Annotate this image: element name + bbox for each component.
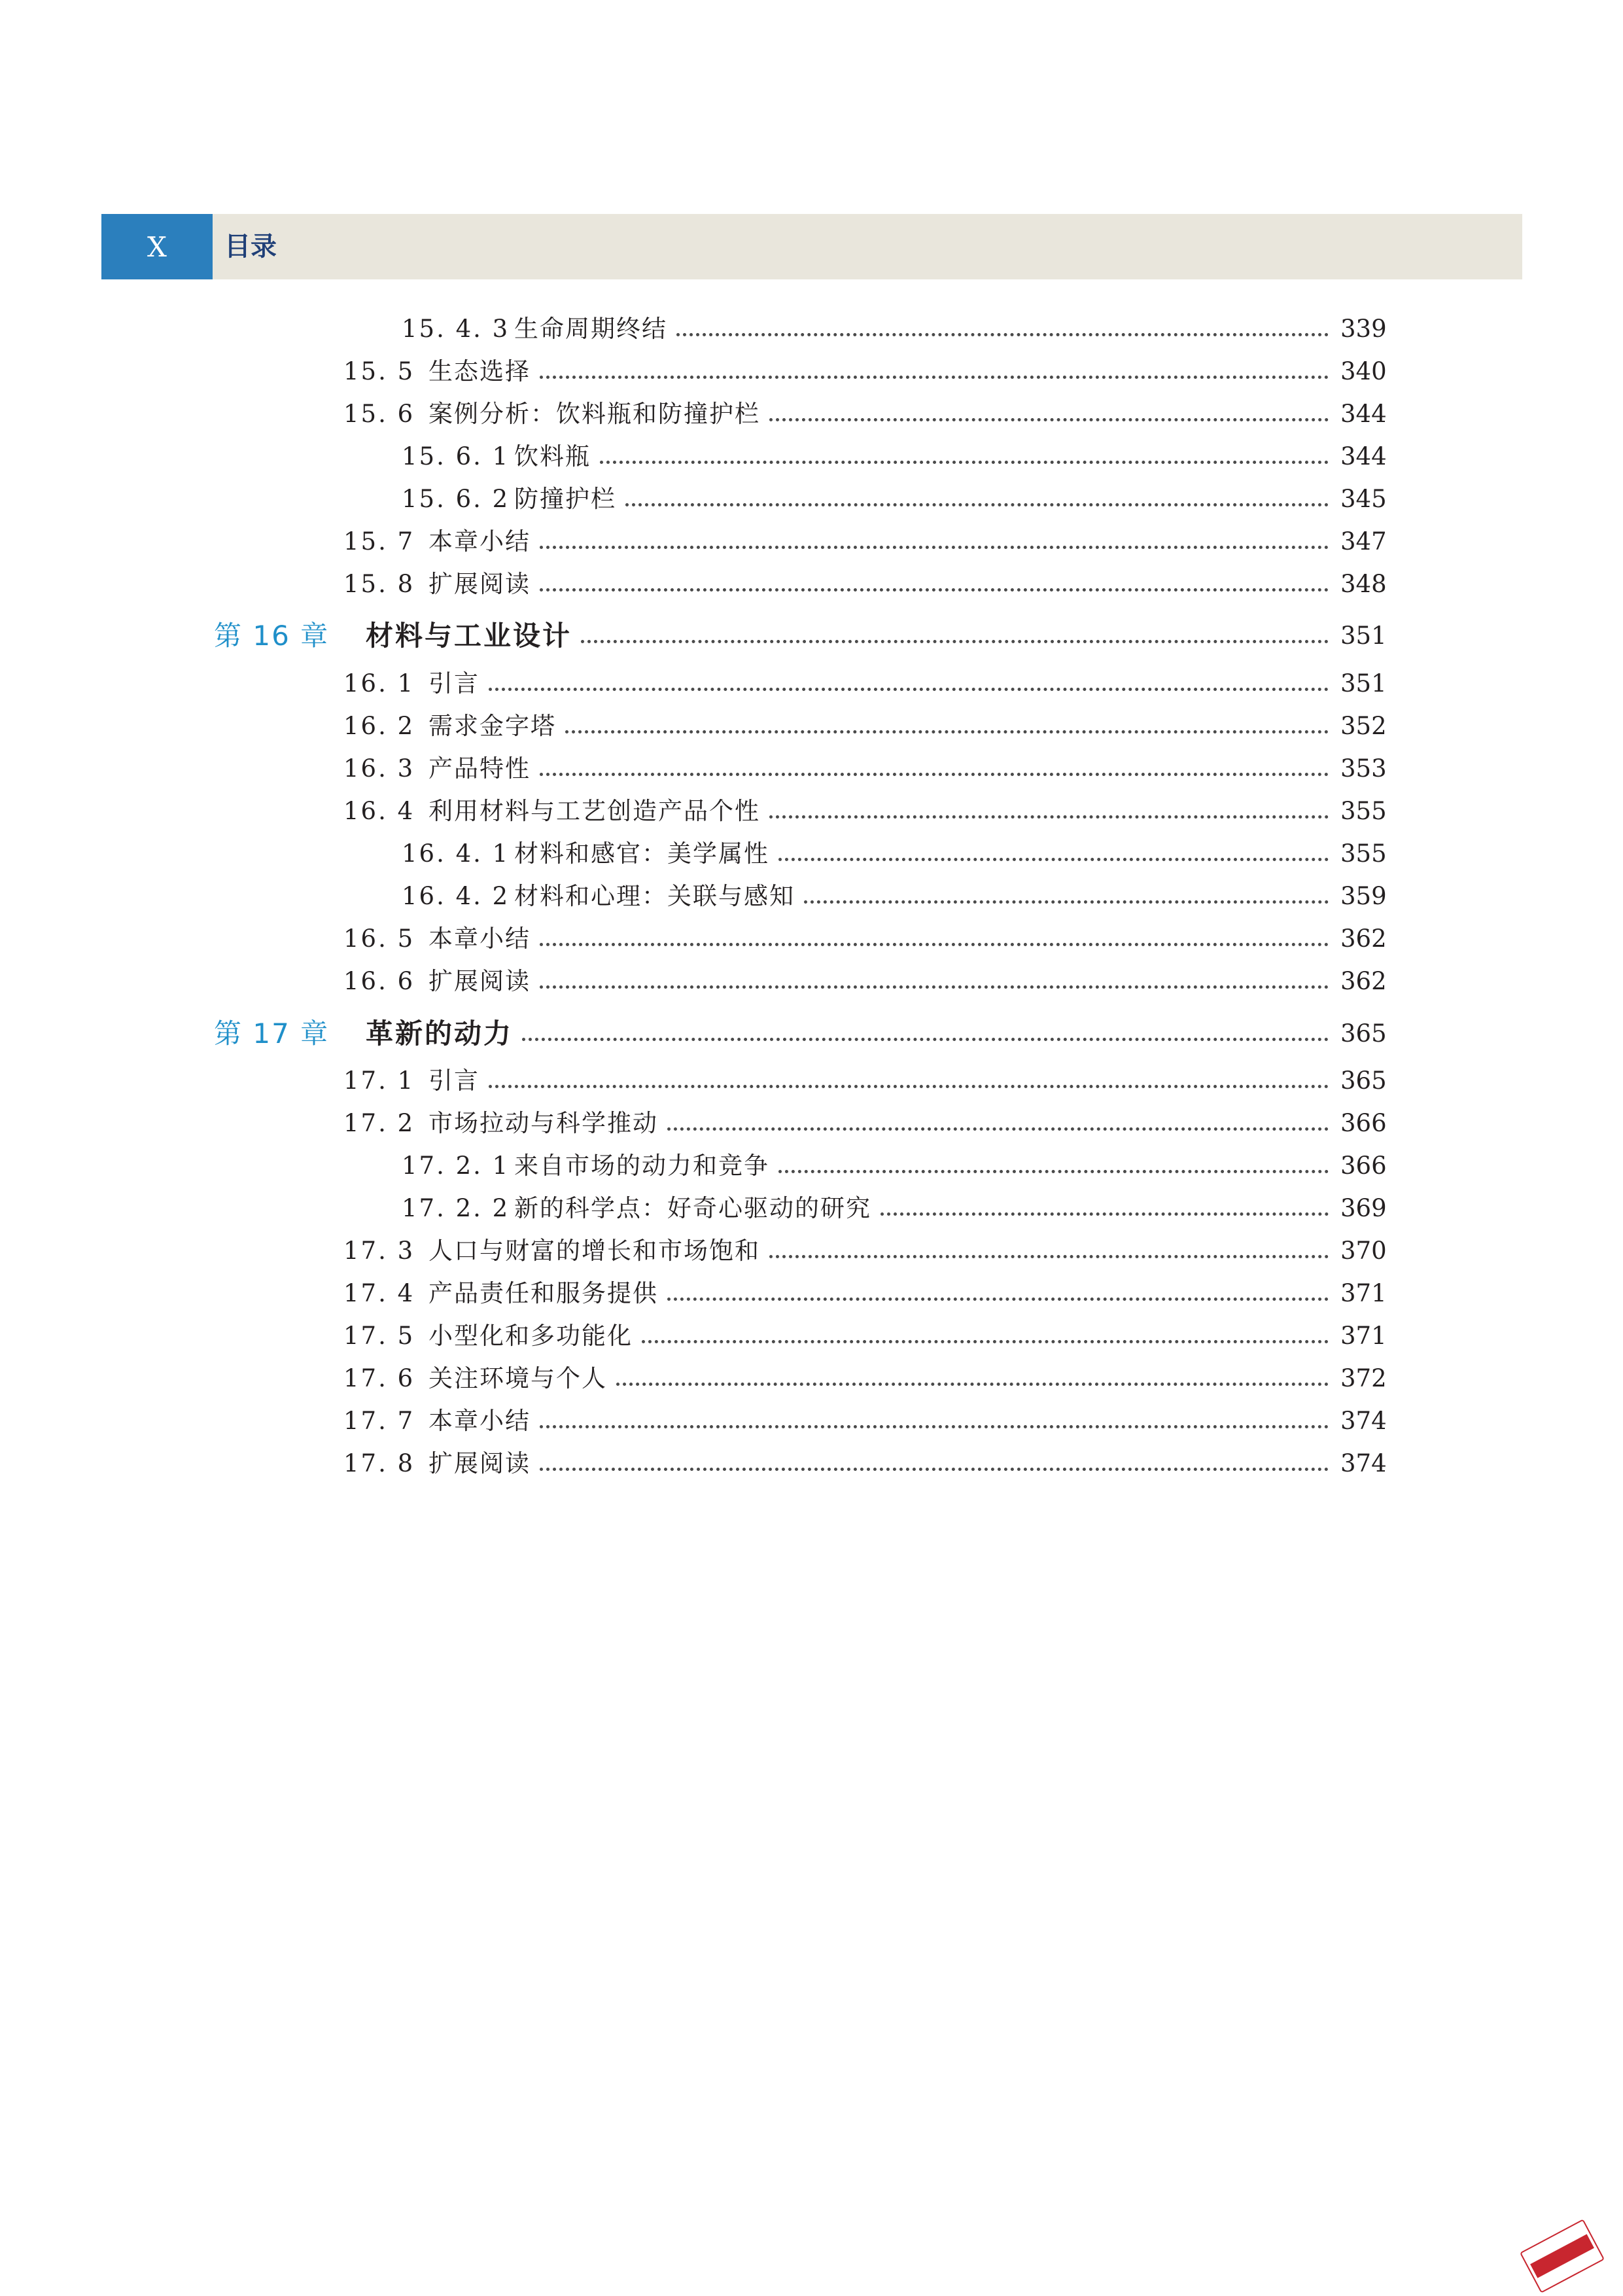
- toc-entry-row[interactable]: [343, 1443, 1387, 1485]
- toc-section-number: 17. 7: [343, 1407, 415, 1435]
- toc-section-number: 17. 6: [343, 1364, 415, 1392]
- toc-section-number: 16. 5: [343, 925, 415, 953]
- toc-entry-row[interactable]: [343, 393, 1387, 435]
- toc-section-title: 扩展阅读: [428, 967, 531, 995]
- toc-page-number: 359: [1340, 882, 1387, 910]
- toc-section-number: 17. 2. 2: [402, 1194, 510, 1222]
- toc-dot-leader: [769, 815, 1329, 819]
- toc-entry-row[interactable]: [343, 351, 1387, 393]
- toc-section-number: 17. 5: [343, 1322, 415, 1350]
- toc-section-title: 本章小结: [428, 1407, 531, 1435]
- toc-section-title: 本章小结: [428, 527, 531, 556]
- toc-section-number: 17. 1: [343, 1067, 415, 1095]
- toc-dot-leader: [540, 546, 1329, 549]
- toc-page-number: 366: [1340, 1152, 1387, 1180]
- toc-dot-leader: [642, 1340, 1329, 1343]
- toc-section-title: 产品特性: [428, 754, 531, 783]
- toc-chapter-number: 第 17 章: [214, 1017, 330, 1050]
- toc-dot-leader: [600, 461, 1329, 464]
- toc-section-title: 小型化和多功能化: [428, 1322, 633, 1350]
- toc-entry-row[interactable]: [343, 663, 1387, 705]
- toc-entry-row[interactable]: [343, 961, 1387, 1002]
- toc-section-title: 案例分析：饮料瓶和防撞护栏: [428, 400, 760, 428]
- toc-section-number: 17. 2: [343, 1109, 415, 1137]
- toc-dot-leader: [489, 1085, 1329, 1088]
- toc-section-title: 引言: [428, 1067, 480, 1095]
- toc-entry-row[interactable]: [343, 790, 1387, 832]
- toc-dot-leader: [625, 503, 1329, 506]
- toc-section-number: 15. 4. 3: [402, 315, 510, 343]
- toc-page-number: 344: [1340, 400, 1387, 428]
- toc-section-number: 17. 3: [343, 1237, 415, 1265]
- toc-page-number: 351: [1340, 622, 1387, 650]
- toc-page-number: 362: [1340, 925, 1387, 953]
- toc-page-number: 372: [1340, 1364, 1387, 1392]
- page-numeral: X: [147, 230, 167, 263]
- toc-page-number: 355: [1340, 839, 1387, 868]
- toc-section-number: 15. 6. 1: [402, 442, 510, 470]
- toc-page-number: 347: [1340, 527, 1387, 556]
- toc-entry-row[interactable]: [343, 1400, 1387, 1442]
- toc-entry-row[interactable]: [343, 521, 1387, 563]
- running-header: [101, 214, 1522, 279]
- toc-dot-leader: [778, 1170, 1329, 1173]
- toc-entry-row[interactable]: [402, 478, 1387, 520]
- toc-section-number: 15. 6. 2: [402, 485, 510, 513]
- toc-section-title: 新的科学点：好奇心驱动的研究: [514, 1194, 871, 1222]
- toc-section-number: 16. 4: [343, 797, 415, 825]
- toc-section-title: 饮料瓶: [514, 442, 591, 470]
- toc-page-number: 340: [1340, 357, 1387, 385]
- toc-entry-row[interactable]: [402, 1188, 1387, 1229]
- toc-section-title: 生态选择: [428, 357, 531, 385]
- toc-section-title: 材料和感官：美学属性: [514, 839, 769, 868]
- toc-dot-leader: [540, 985, 1329, 989]
- toc-dot-leader: [667, 1298, 1329, 1301]
- toc-section-title: 关注环境与个人: [428, 1364, 607, 1392]
- toc-chapter-number: 第 16 章: [214, 620, 330, 652]
- toc-entry-row[interactable]: [343, 1315, 1387, 1357]
- toc-section-number: 15. 7: [343, 527, 415, 556]
- toc-page-number: 370: [1340, 1237, 1387, 1265]
- toc-dot-leader: [804, 900, 1329, 904]
- toc-section-number: 15. 8: [343, 570, 415, 598]
- toc-dot-leader: [540, 588, 1329, 592]
- toc-page-number: 365: [1340, 1019, 1387, 1048]
- toc-section-number: 16. 6: [343, 967, 415, 995]
- toc-page-number: 371: [1340, 1322, 1387, 1350]
- toc-page-number: 345: [1340, 485, 1387, 513]
- toc-dot-leader: [522, 1038, 1329, 1041]
- toc-section-title: 来自市场的动力和竞争: [514, 1152, 769, 1180]
- toc-dot-leader: [489, 688, 1329, 691]
- toc-entry-row[interactable]: [402, 436, 1387, 478]
- toc-section-number: 15. 5: [343, 357, 415, 385]
- watermark-stamp: [1520, 2219, 1605, 2293]
- section-title: 目录: [224, 232, 277, 262]
- toc-section-title: 材料和心理：关联与感知: [514, 882, 795, 910]
- toc-chapter-row[interactable]: [214, 1013, 1387, 1055]
- toc-section-number: 16. 3: [343, 754, 415, 783]
- page-number-tab: [101, 214, 213, 279]
- toc-entry-row[interactable]: [343, 1103, 1387, 1144]
- toc-entry-row[interactable]: [343, 705, 1387, 747]
- toc-chapter-title: 革新的动力: [366, 1017, 514, 1050]
- toc-page-number: 371: [1340, 1279, 1387, 1307]
- toc-page-number: 369: [1340, 1194, 1387, 1222]
- toc-entry-row[interactable]: [343, 918, 1387, 960]
- toc-dot-leader: [565, 730, 1329, 733]
- toc-section-title: 产品责任和服务提供: [428, 1279, 658, 1307]
- toc-dot-leader: [676, 333, 1329, 336]
- toc-section-title: 防撞护栏: [514, 485, 616, 513]
- toc-page-number: 351: [1340, 669, 1387, 698]
- toc-page-number: 355: [1340, 797, 1387, 825]
- toc-dot-leader: [616, 1383, 1329, 1386]
- toc-dot-leader: [540, 1468, 1329, 1471]
- toc-dot-leader: [769, 418, 1329, 421]
- toc-section-number: 15. 6: [343, 400, 415, 428]
- toc-entry-row[interactable]: [402, 1145, 1387, 1187]
- toc-section-number: 16. 1: [343, 669, 415, 698]
- toc-dot-leader: [581, 640, 1329, 643]
- toc-entry-row[interactable]: [343, 1060, 1387, 1102]
- toc-dot-leader: [778, 858, 1329, 861]
- toc-section-title: 本章小结: [428, 925, 531, 953]
- toc-section-title: 扩展阅读: [428, 1449, 531, 1477]
- toc-entry-row[interactable]: [343, 1358, 1387, 1400]
- toc-section-number: 16. 4. 1: [402, 839, 510, 868]
- toc-entry-row[interactable]: [343, 1273, 1387, 1315]
- toc-dot-leader: [540, 773, 1329, 776]
- toc-page-number: 344: [1340, 442, 1387, 470]
- toc-dot-leader: [540, 376, 1329, 379]
- toc-section-title: 市场拉动与科学推动: [428, 1109, 658, 1137]
- toc-page-number: 352: [1340, 712, 1387, 740]
- toc-entry-row[interactable]: [343, 563, 1387, 605]
- toc-dot-leader: [881, 1212, 1329, 1216]
- toc-section-title: 引言: [428, 669, 480, 698]
- toc-dot-leader: [769, 1255, 1329, 1258]
- toc-section-title: 利用材料与工艺创造产品个性: [428, 797, 760, 825]
- toc-entry-row[interactable]: [343, 748, 1387, 790]
- toc-entry-row[interactable]: [402, 875, 1387, 917]
- toc-section-title: 需求金字塔: [428, 712, 556, 740]
- toc-section-title: 人口与财富的增长和市场饱和: [428, 1237, 760, 1265]
- toc-entry-row[interactable]: [343, 1230, 1387, 1272]
- toc-page-number: 362: [1340, 967, 1387, 995]
- toc-page-number: 353: [1340, 754, 1387, 783]
- toc-chapter-title: 材料与工业设计: [366, 620, 572, 652]
- toc-section-number: 16. 2: [343, 712, 415, 740]
- toc-page-number: 374: [1340, 1407, 1387, 1435]
- toc-page-number: 366: [1340, 1109, 1387, 1137]
- toc-section-title: 生命周期终结: [514, 315, 667, 343]
- watermark-stamp-band: [1530, 2234, 1594, 2278]
- toc-chapter-row[interactable]: [214, 615, 1387, 657]
- toc-section-number: 17. 8: [343, 1449, 415, 1477]
- toc-section-title: 扩展阅读: [428, 570, 531, 598]
- toc-entry-row[interactable]: [402, 308, 1387, 350]
- toc-dot-leader: [540, 943, 1329, 946]
- toc-entry-row[interactable]: [402, 833, 1387, 875]
- toc-page-number: 348: [1340, 570, 1387, 598]
- toc-section-number: 17. 4: [343, 1279, 415, 1307]
- toc-page-number: 339: [1340, 315, 1387, 343]
- toc-section-number: 17. 2. 1: [402, 1152, 510, 1180]
- toc-dot-leader: [540, 1425, 1329, 1428]
- toc-page-number: 365: [1340, 1067, 1387, 1095]
- toc-dot-leader: [667, 1127, 1329, 1131]
- toc-page-number: 374: [1340, 1449, 1387, 1477]
- toc-section-number: 16. 4. 2: [402, 882, 510, 910]
